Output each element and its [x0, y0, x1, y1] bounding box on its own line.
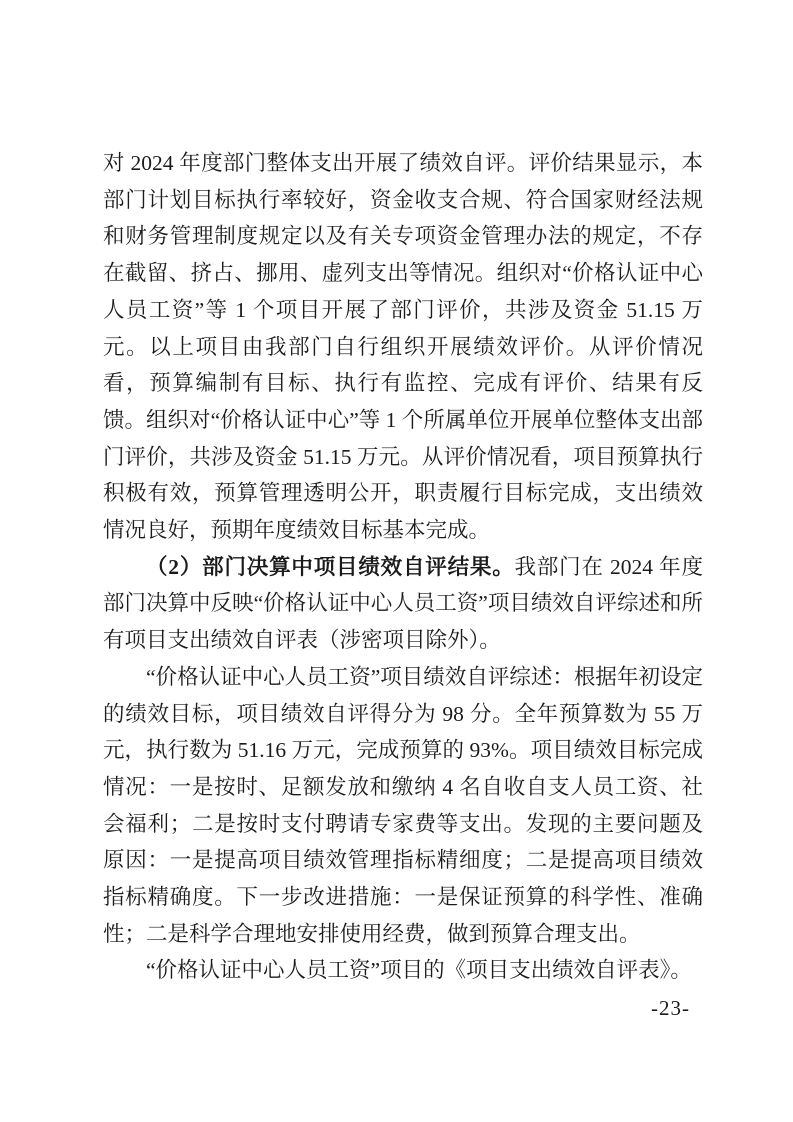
paragraph-project-self-evaluation-summary [103, 659, 703, 953]
page-number: -23- [651, 996, 690, 1020]
paragraph-overall-self-evaluation [103, 145, 703, 549]
paragraph-text: “价格认证中心人员工资”项目绩效自评综述：根据年初设定的绩效目标，项目绩效自评得分为 98 分。全年预算数为 55 万元，执行数为 51.16 万元，完成预算的 93%。项目绩效目标完成情况：一是按时、足额发放和缴纳 4 名自收自支人员工资、社会福利；二是按时支付聘请专家费等支出。发现的主要问题及原因：一是提高项目绩效管理指标精细度；二是提高项目绩效指标精确度。下一步改进措施：一是保证预算的科学性、准确性；二是科学合理地安排使用经费，做到预算合理支出。 [103, 664, 703, 946]
paragraph-text: 对 2024 年度部门整体支出开展了绩效自评。评价结果显示，本部门计划目标执行率较好，资金收支合规、符合国家财经法规和财务管理制度规定以及有关专项资金管理办法的规定，不存在截留、挤占、挪用、虚列支出等情况。组织对“价格认证中心人员工资”等 1 个项目开展了部门评价，共涉及资金 51.15 万元。以上项目由我部门自行组织开展绩效评价。从评价情况看，预算编制有目标、执行有监控、完成有评价、结果有反馈。组织对“价格认证中心”等 1 个所属单位开展单位整体支出部门评价，共涉及资金 51.15 万元。从评价情况看，项目预算执行积极有效，预算管理透明公开，职责履行目标完成，支出绩效情况良好，预期年度绩效目标基本完成。 [103, 151, 703, 543]
paragraph-self-evaluation-table-note [103, 952, 703, 989]
paragraph-text: 我部门在 2024 年度部门决算中反映“价格认证中心人员工资”项目绩效自评综述和所有项目支出绩效自评表（涉密项目除外）。 [103, 554, 703, 653]
document-body [103, 145, 703, 989]
paragraph-text: “价格认证中心人员工资”项目的《项目支出绩效自评表》。 [146, 958, 692, 983]
paragraph-final-accounts-results [103, 549, 703, 659]
inline-heading: （2）部门决算中项目绩效自评结果。 [146, 554, 515, 579]
